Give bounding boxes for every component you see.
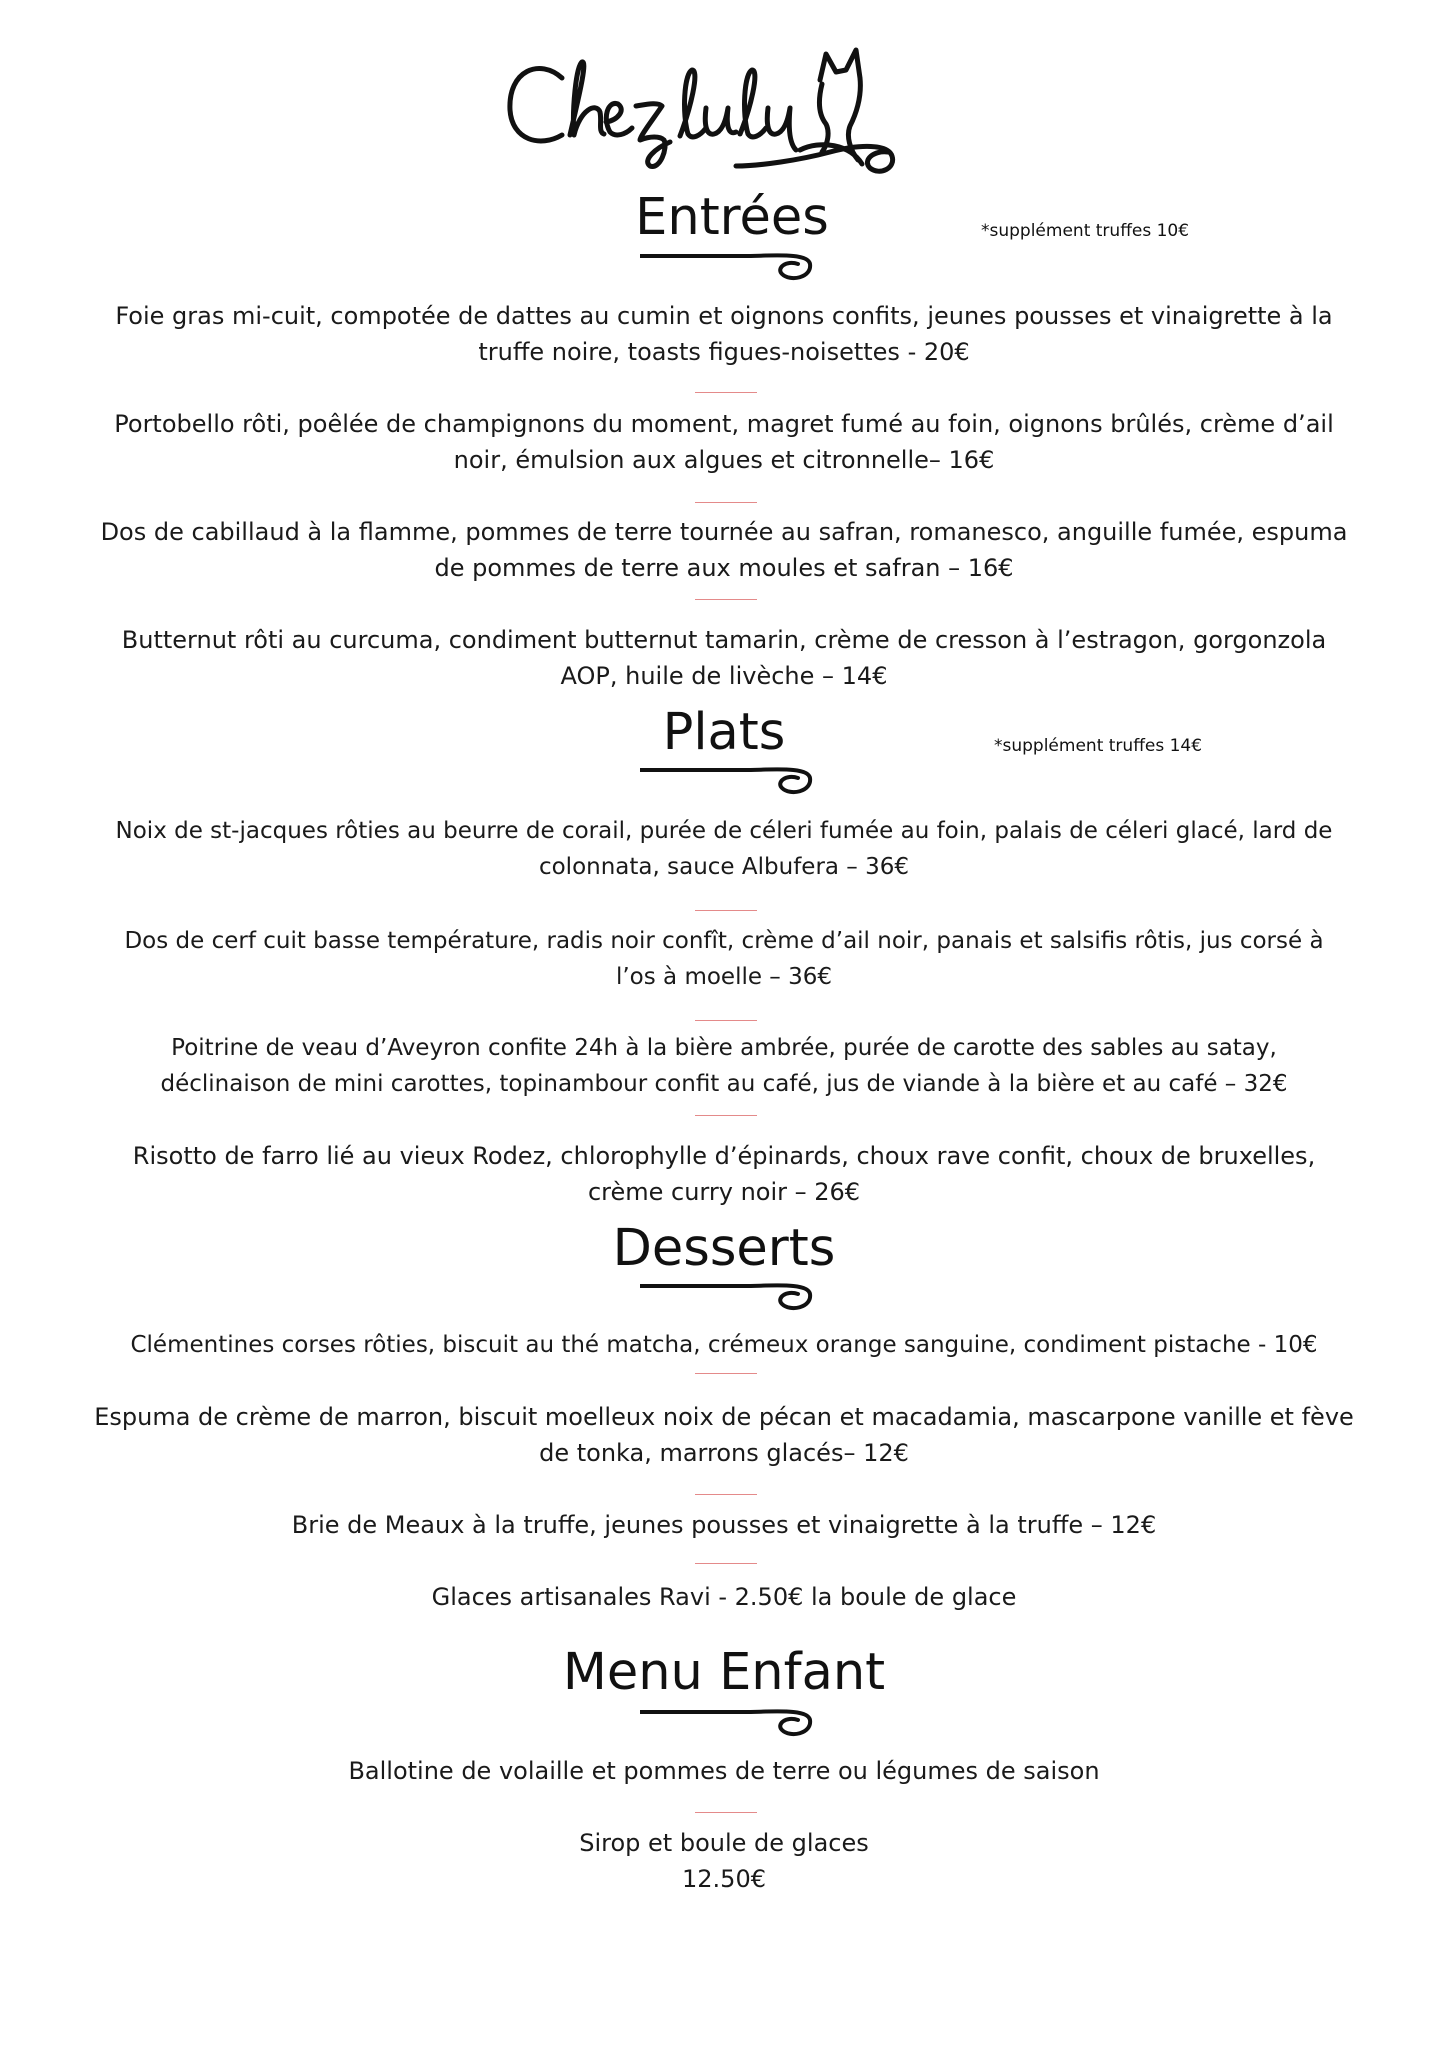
menu-item: Brie de Meaux à la truffe, jeunes pousses et vinaigrette à la truffe – 12€ <box>291 1511 1157 1539</box>
menu-item: Ballotine de volaille et pommes de terre ou légumes de saison <box>348 1757 1100 1785</box>
menu-item: Foie gras mi-cuit, compotée de dattes au cumin et oignons confits, jeunes pousses et vinaigrette à la truffe noire, toasts figues-noisettes - 20€ <box>115 302 1333 366</box>
item-separator <box>695 1812 757 1813</box>
menu-item: Dos de cerf cuit basse température, radis noir confît, crème d’ail noir, panais et salsifis rôtis, jus corsé à l’os à moelle – 36€ <box>124 928 1324 990</box>
section-title-menu-enfant: Menu Enfant <box>562 1643 886 1702</box>
section-title-plats: Plats <box>662 703 786 762</box>
menu-item: Butternut rôti au curcuma, condiment butternut tamarin, crème de cresson à l’estragon, gorgonzola AOP, huile de livèche – 14€ <box>121 626 1327 690</box>
menu-item: Noix de st-jacques rôties au beurre de corail, purée de céleri fumée au foin, palais de céleri glacé, lard de colonnata, sauce Albufera – 36€ <box>115 818 1333 880</box>
item-separator <box>695 1494 757 1495</box>
item-separator <box>695 910 757 911</box>
swirl-divider-icon <box>640 248 818 292</box>
item-separator <box>695 392 757 393</box>
menu-item: Clémentines corses rôties, biscuit au thé matcha, crémeux orange sanguine, condiment pistache - 10€ <box>130 1332 1318 1358</box>
truffle-supplement-note: *supplément truffes 14€ <box>994 736 1203 756</box>
truffle-supplement-note: *supplément truffes 10€ <box>981 221 1190 241</box>
swirl-divider-icon <box>640 762 818 806</box>
menu-item: Espuma de crème de marron, biscuit moelleux noix de pécan et macadamia, mascarpone vanille et fève de tonka, marrons glacés– 12€ <box>94 1403 1354 1467</box>
menu-item: Sirop et boule de glaces 12.50€ <box>579 1829 869 1893</box>
menu-item: Glaces artisanales Ravi - 2.50€ la boule de glace <box>431 1583 1017 1611</box>
menu-item: Risotto de farro lié au vieux Rodez, chlorophylle d’épinards, choux rave confit, choux de bruxelles, crème curry noir – 26€ <box>132 1142 1316 1206</box>
item-separator <box>695 1020 757 1021</box>
item-separator <box>695 599 757 600</box>
swirl-divider-icon <box>640 1704 818 1748</box>
section-title-desserts: Desserts <box>612 1219 836 1278</box>
item-separator <box>695 502 757 503</box>
menu-item: Dos de cabillaud à la flamme, pommes de terre tournée au safran, romanesco, anguille fumée, espuma de pommes de terre aux moules et safran – 16€ <box>100 518 1348 582</box>
item-separator <box>695 1563 757 1564</box>
item-separator <box>695 1373 757 1374</box>
section-title-entrees: Entrées <box>635 188 829 247</box>
chez-lulu-logo <box>500 40 960 190</box>
swirl-divider-icon <box>640 1278 818 1322</box>
item-separator <box>695 1115 757 1116</box>
menu-item: Poitrine de veau d’Aveyron confite 24h à la bière ambrée, purée de carotte des sables au satay, déclinaison de mini carottes, topinambour confit au café, jus de viande à la bière et au café – 32€ <box>160 1035 1288 1097</box>
menu-item: Portobello rôti, poêlée de champignons du moment, magret fumé au foin, oignons brûlés, crème d’ail noir, émulsion aux algues et citronnelle– 16€ <box>114 410 1334 474</box>
